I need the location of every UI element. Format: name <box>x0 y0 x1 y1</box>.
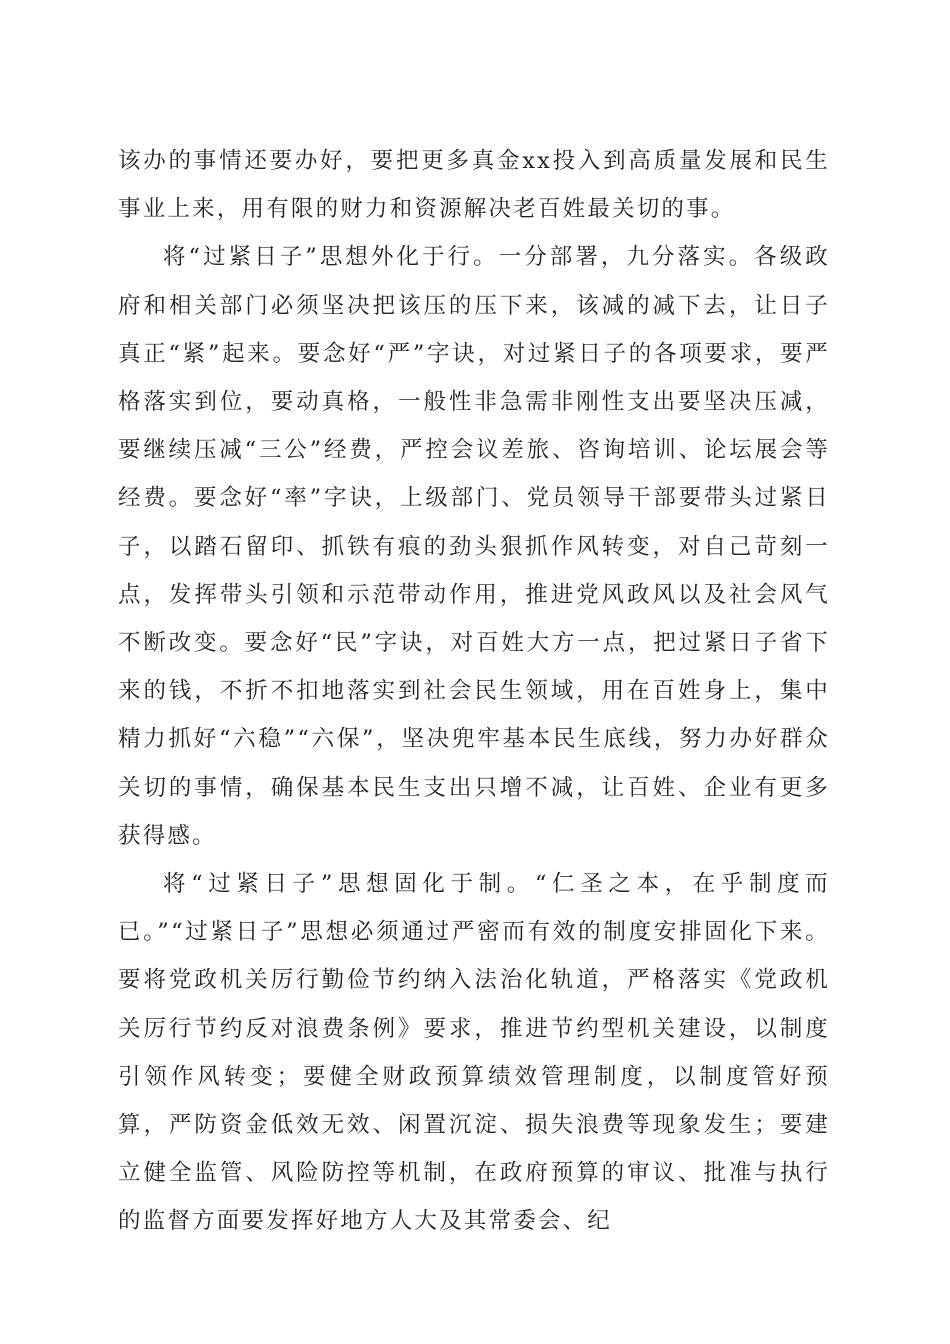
document-body <box>118 137 830 1246</box>
paragraph-continuation: 该办的事情还要办好，要把更多真金xx投入到高质量发展和民生事业上来，用有限的财力和资源解决老百姓最关切的事。 <box>118 148 830 223</box>
paragraph-externalize-in-action: 将“过紧日子”思想外化于行。一分部署，九分落实。各级政府和相关部门必须坚决把该压的压下来，该减的减下去，让日子真正“紧”起来。要念好“严”字诀，对过紧日子的各项要求，要严格落实到位，要动真格，一般性非急需非刚性支出要坚决压减，要继续压减“三公”经费，严控会议差旅、咨询培训、论坛展会等经费。要念好“率”字诀，上级部门、党员领导干部要带头过紧日子，以踏石留印、抓铁有痕的劲头狠抓作风转变，对自己苛刻一点，发挥带头引领和示范带动作用，推进党风政风以及社会风气不断改变。要念好“民”字诀，对百姓大方一点，把过紧日子省下来的钱，不折不扣地落实到社会民生领域，用在百姓身上，集中精力抓好“六稳”“六保”，坚决兜牢基本民生底线，努力办好群众关切的事情，确保基本民生支出只增不减，让百姓、企业有更多获得感。 <box>118 244 830 849</box>
paragraph-institutionalize: 将“过紧日子”思想固化于制。“仁圣之本，在乎制度而已。”“过紧日子”思想必须通过严密而有效的制度安排固化下来。要将党政机关厉行勤俭节约纳入法治化轨道，严格落实《党政机关厉行节约反对浪费条例》要求，推进节约型机关建设，以制度引领作风转变；要健全财政预算绩效管理制度，以制度管好预算，严防资金低效无效、闲置沉淀、损失浪费等现象发生；要建立健全监管、风险防控等机制，在政府预算的审议、批准与执行的监督方面要发挥好地方人大及其常委会、纪 <box>118 871 830 1235</box>
